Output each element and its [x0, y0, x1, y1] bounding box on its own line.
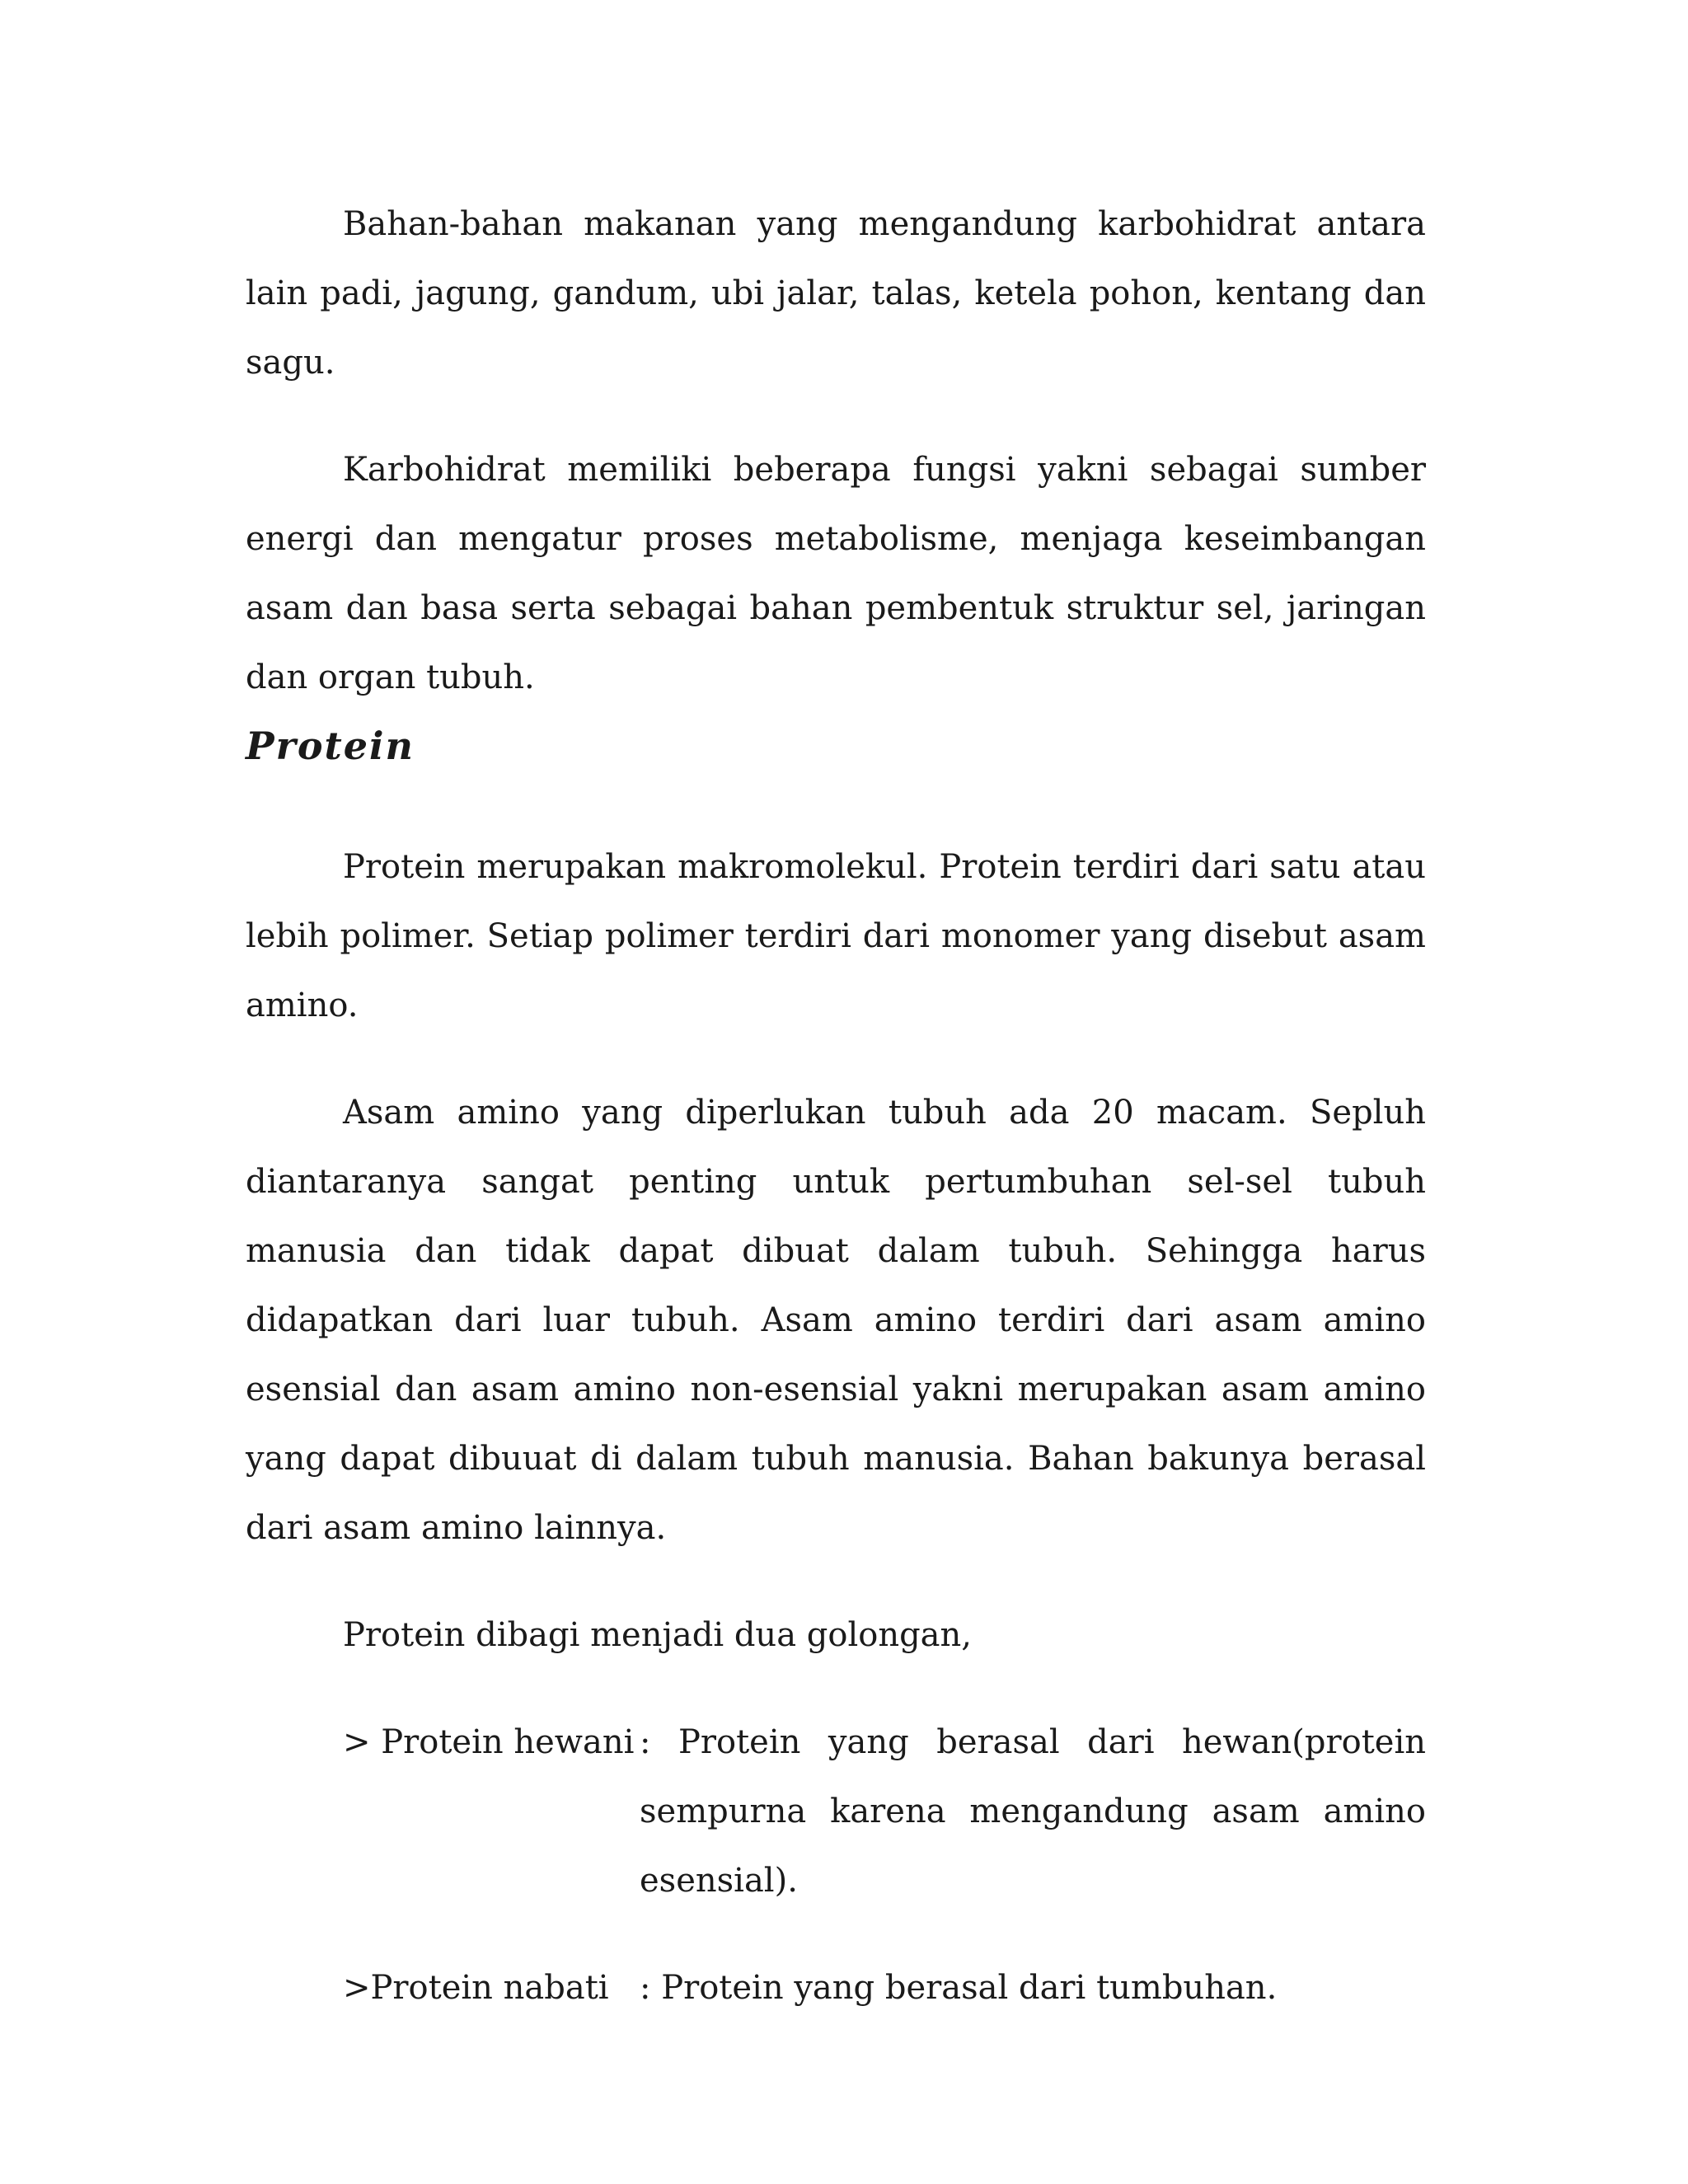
- paragraph-protein-classes-intro: Protein dibagi menjadi dua golongan,: [343, 1616, 973, 1654]
- list-item-term: >Protein nabati: [343, 1969, 609, 2007]
- section-heading-protein: Protein: [246, 724, 415, 768]
- document-page: [246, 190, 1426, 2007]
- paragraph-karbohidrat-sources: Bahan-bahan makanan yang mengandung karbohidrat antara lain padi, jagung, gandum, ubi jalar, talas, ketela pohon, kentang dan sagu.: [246, 205, 1426, 382]
- list-item-description: : Protein yang berasal dari tumbuhan.: [640, 1969, 1278, 2007]
- paragraph-asam-amino: Asam amino yang diperlukan tubuh ada 20 macam. Sepluh diantaranya sangat penting untuk pertumbuhan sel-sel tubuh manusia dan tidak dapat dibuat dalam tubuh. Sehingga harus didapatkan dari luar tubuh. Asam amino terdiri dari asam amino esensial dan asam amino non-esensial yakni merupakan asam amino yang dapat dibuuat di dalam tubuh manusia. Bahan bakunya berasal dari asam amino lainnya.: [246, 1094, 1426, 1547]
- list-item-term: > Protein hewani: [343, 1723, 635, 1761]
- section-protein-body: [246, 832, 1426, 2022]
- list-item-description: : Protein yang berasal dari hewan(protein sempurna karena mengandung asam amino esensial).: [640, 1723, 1426, 1900]
- list-item: [343, 1708, 1426, 1915]
- protein-class-list: [246, 1708, 1426, 2022]
- paragraph-karbohidrat-functions: Karbohidrat memiliki beberapa fungsi yakni sebagai sumber energi dan mengatur proses metabolisme, menjaga keseimbangan asam dan basa serta sebagai bahan pembentuk struktur sel, jaringan dan organ tubuh.: [246, 451, 1426, 696]
- list-item: [343, 1953, 1426, 2022]
- paragraph-protein-definition: Protein merupakan makromolekul. Protein terdiri dari satu atau lebih polimer. Setiap polimer terdiri dari monomer yang disebut asam amino.: [246, 848, 1426, 1024]
